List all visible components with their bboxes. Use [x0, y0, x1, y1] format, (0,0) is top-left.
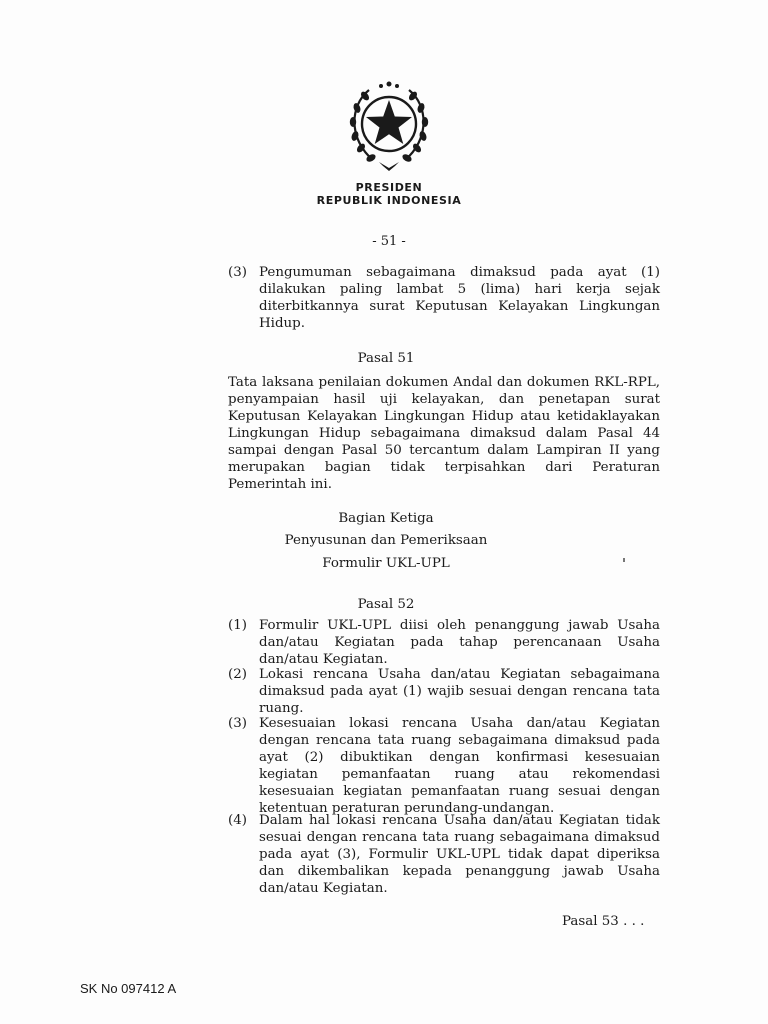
scan-speck: [623, 558, 625, 562]
pasal-52-item: [228, 812, 660, 897]
star-wreath-emblem-icon: [343, 76, 435, 172]
pasal-52-title: Pasal 52: [357, 597, 415, 612]
next-page-catchword: Pasal 53 . . .: [562, 914, 645, 929]
item-number: (4): [228, 813, 247, 828]
continuation-item: [228, 264, 660, 332]
item-text: Formulir UKL-UPL diisi oleh penanggung jawab Usaha dan/atau Kegiatan pada tahap perencanaan Usaha dan/atau Kegiatan.: [259, 618, 660, 667]
page-number: - 51 -: [372, 234, 406, 249]
item-text: Pengumuman sebagaimana dimaksud pada ayat (1) dilakukan paling lambat 5 (lima) hari kerja sejak diterbitkannya surat Keputusan Kelayakan Lingkungan Hidup.: [259, 265, 660, 331]
pasal-52-item: [228, 666, 660, 717]
item-number: (1): [228, 618, 247, 633]
section-subtitle: Penyusunan dan Pemeriksaan: [284, 533, 488, 548]
section-subtitle-2: Formulir UKL-UPL: [322, 556, 450, 571]
item-number: (3): [228, 265, 247, 280]
item-text: Lokasi rencana Usaha dan/atau Kegiatan sebagaimana dimaksud pada ayat (1) wajib sesuai dengan rencana tata ruang.: [259, 667, 660, 716]
pasal-52-item: [228, 715, 660, 817]
item-text: Dalam hal lokasi rencana Usaha dan/atau Kegiatan tidak sesuai dengan rencana tata ruang sebagaimana dimaksud pada ayat (3), Formulir UKL-UPL tidak dapat diperiksa dan dikembalikan kepada penanggung jawab Usaha dan/atau Kegiatan.: [259, 813, 660, 896]
item-text: Kesesuaian lokasi rencana Usaha dan/atau Kegiatan dengan rencana tata ruang sebagaimana dimaksud pada ayat (2) dibuktikan dengan konfirmasi kesesuaian kegiatan pemanfaatan ruang atau rekomendasi kesesuaian kegiatan pemanfaatan ruang sesuai dengan ketentuan peraturan perundang-undangan.: [259, 716, 660, 816]
document-code: SK No 097412 A: [80, 981, 177, 996]
institution-line-2: REPUBLIK INDONESIA: [316, 194, 462, 207]
pasal-51-title: Pasal 51: [357, 351, 415, 366]
item-number: (2): [228, 667, 247, 682]
institution-line-1: PRESIDEN: [355, 181, 423, 194]
pasal-52-item: [228, 617, 660, 668]
pasal-51-text: Tata laksana penilaian dokumen Andal dan dokumen RKL-RPL, penyampaian hasil uji kelayakan, dan penetapan surat Keputusan Kelayakan Lingkungan Hidup atau ketidaklayakan Lingkungan Hidup sebagaimana dimaksud dalam Pasal 44 sampai dengan Pasal 50 tercantum dalam Lampiran II yang merupakan bagian tidak terpisahkan dari Peraturan Pemerintah ini.: [228, 375, 660, 492]
item-number: (3): [228, 716, 247, 731]
section-title: Bagian Ketiga: [338, 511, 434, 526]
